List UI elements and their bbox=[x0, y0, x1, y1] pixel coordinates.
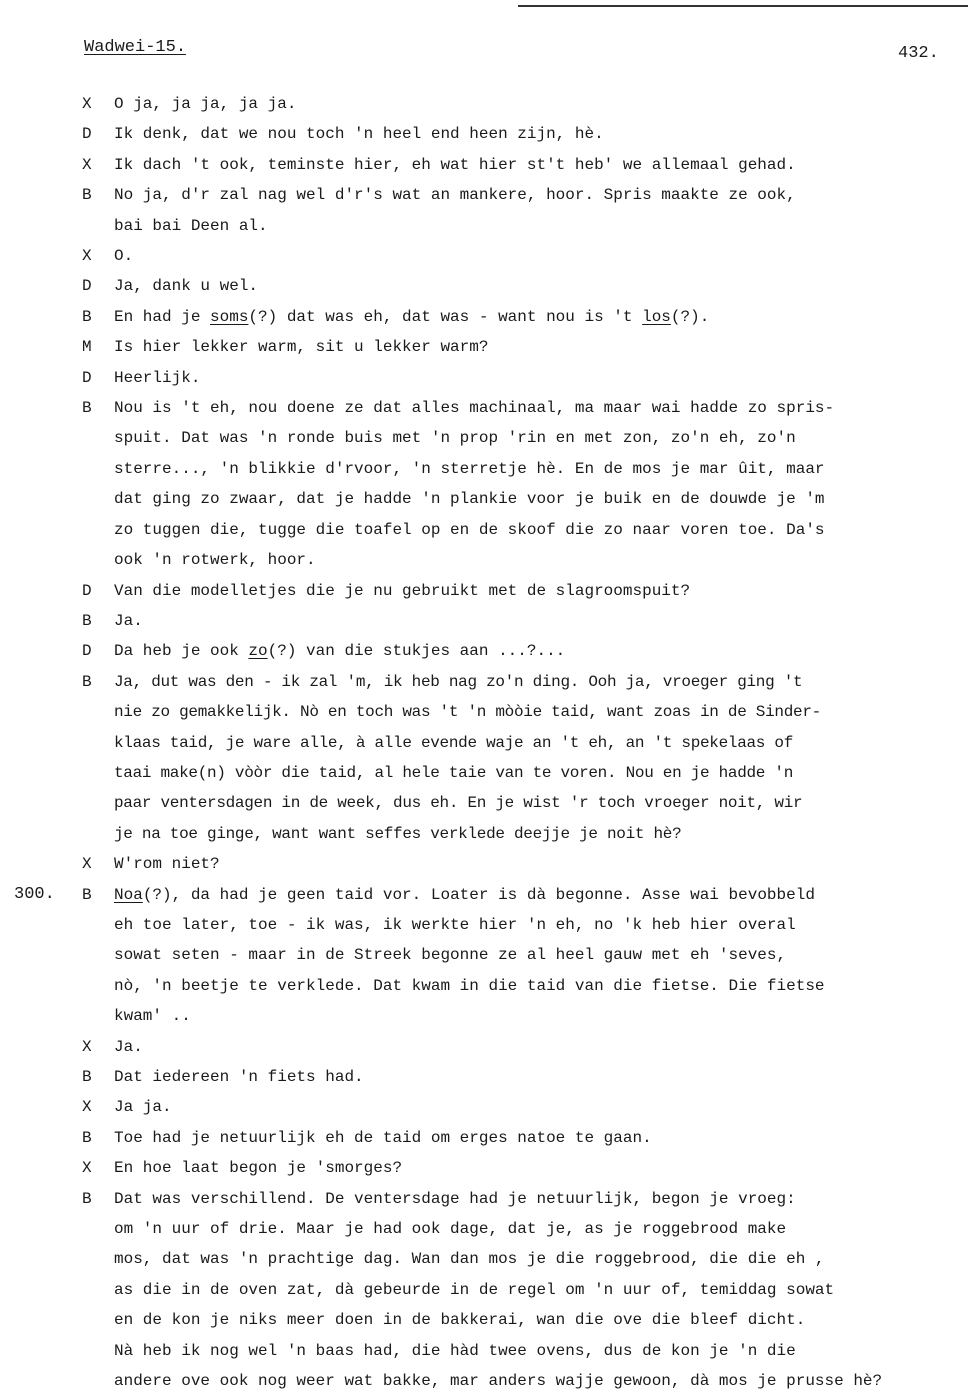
utterance: Ja. bbox=[114, 611, 143, 630]
transcript-turn bbox=[0, 1032, 973, 1062]
underlined-word: Noa bbox=[114, 885, 143, 904]
speaker-label: B bbox=[82, 611, 92, 630]
utterance: Ja. bbox=[114, 1037, 143, 1056]
transcript-turn bbox=[0, 241, 973, 271]
speaker-label: X bbox=[82, 855, 92, 874]
transcript-turn bbox=[0, 393, 973, 575]
line-number: 300. bbox=[14, 884, 55, 904]
utterance: Ja, dut was den - ik zal 'm, ik heb nag zo'n ding. Ooh ja, vroeger ging 't nie zo gemakkelijk. Nò en toch was 't 'n mòòie taid, want zoas in de Sinder- klaas taid, je ware alle, à alle evende waje an 't eh, an 't spekelaas of taai make(n) vòòr die taid, al hele taie van te voren. Nou en je hadde 'n paar ventersdagen in de week, dus eh. En je wist 'r toch vroeger noit, wir je na toe ginge, want want seffes verklede deejje je noit hè? bbox=[114, 672, 821, 843]
utterance-text: (?). bbox=[670, 307, 710, 326]
speaker-label: X bbox=[82, 155, 92, 174]
utterance: Heerlijk. bbox=[114, 368, 201, 387]
transcript bbox=[0, 89, 973, 1396]
transcript-turn bbox=[0, 880, 973, 1032]
speaker-label: B bbox=[82, 885, 92, 904]
utterance: Is hier lekker warm, sit u lekker warm? bbox=[114, 338, 489, 357]
utterance: Ja ja. bbox=[114, 1098, 172, 1117]
transcript-turn bbox=[0, 89, 973, 119]
speaker-label: X bbox=[82, 1098, 92, 1117]
speaker-label: M bbox=[82, 338, 92, 357]
speaker-label: B bbox=[82, 1068, 92, 1086]
utterance: En hoe laat begon je 'smorges? bbox=[114, 1159, 403, 1178]
utterance: Nou is 't eh, nou doene ze dat alles machinaal, ma maar wai hadde zo spris- spuit. Dat was 'n ronde buis met 'n prop 'rin en met zon, zo'n eh, zo'n sterre..., 'n blikkie d'rvoor, 'n sterretje hè. En de mos je mar ûit, maar dat ging zo zwaar, dat je hadde 'n plankie voor je buik en de douwde je 'm zo tuggen die, tugge die toafel op en de skoof die zo naar voren toe. Da's ook 'n rotwerk, hoor. bbox=[114, 399, 835, 570]
speaker-label: B bbox=[82, 1189, 92, 1208]
top-rule bbox=[518, 5, 968, 7]
transcript-turn bbox=[0, 150, 973, 180]
document-title: Wadwei-15. bbox=[84, 38, 187, 57]
transcript-turn bbox=[0, 1184, 973, 1396]
utterance: Dat was verschillend. De ventersdage had je netuurlijk, begon je vroeg: om 'n uur of drie. Maar je had ook dage, dat je, as je roggebrood make mos, dat was 'n prachtige dag. Wan dan mos je die roggebrood, die die eh , as die in de oven zat, dà gebeurde in de regel om 'n uur of, temiddag sowat en de kon je niks meer doen in de bakkerai, wan die ove die bleef dicht. Nà heb ik nog wel 'n baas had, die hàd twee ovens, dus de kon je 'n die andere ove ook nog weer wat bakke, mar anders wajje gewoon, dà mos je prusse hè? bbox=[114, 1189, 883, 1391]
utterance-text: En had je bbox=[114, 307, 211, 326]
speaker-label: X bbox=[82, 1037, 92, 1056]
utterance bbox=[114, 880, 929, 1032]
page-number: 432. bbox=[898, 44, 939, 63]
utterance-text: Da heb je ook bbox=[114, 642, 249, 661]
transcript-turn bbox=[0, 1153, 973, 1183]
transcript-turn bbox=[0, 271, 973, 301]
utterance: W'rom niet? bbox=[114, 855, 220, 874]
transcript-turn bbox=[0, 1123, 973, 1153]
transcript-turn bbox=[0, 332, 973, 362]
speaker-label: B bbox=[82, 186, 92, 205]
transcript-turn bbox=[0, 302, 973, 332]
speaker-label: B bbox=[82, 399, 92, 418]
utterance: Ik denk, dat we nou toch 'n heel end heen zijn, hè. bbox=[114, 125, 604, 144]
transcript-turn bbox=[0, 849, 973, 879]
speaker-label: B bbox=[82, 307, 92, 326]
utterance: Ja, dank u wel. bbox=[114, 277, 259, 296]
transcript-turn bbox=[0, 180, 973, 241]
utterance bbox=[114, 636, 929, 666]
transcript-turn bbox=[0, 1092, 973, 1122]
transcript-turn bbox=[0, 119, 973, 149]
transcript-turn bbox=[0, 667, 973, 849]
speaker-label: D bbox=[82, 125, 92, 144]
utterance-text: (?) van die stukjes aan ...?... bbox=[267, 642, 566, 661]
speaker-label: D bbox=[82, 277, 92, 296]
utterance: No ja, d'r zal nag wel d'r's wat an mankere, hoor. Spris maakte ze ook, bai bai Deen al. bbox=[114, 186, 796, 235]
utterance: O. bbox=[114, 247, 134, 266]
utterance: Ik dach 't ook, teminste hier, eh wat hier st't heb' we allemaal gehad. bbox=[114, 155, 796, 174]
speaker-label: B bbox=[82, 672, 92, 691]
utterance: Van die modelletjes die je nu gebruikt met de slagroomspuit? bbox=[114, 581, 691, 600]
utterance-text: (?) dat was eh, dat was - want nou is 't bbox=[248, 307, 643, 326]
utterance: O ja, ja ja, ja ja. bbox=[114, 95, 297, 113]
transcript-turn bbox=[0, 1062, 973, 1092]
utterance bbox=[114, 302, 929, 332]
underlined-word: soms bbox=[210, 307, 249, 326]
underlined-word: zo bbox=[248, 642, 268, 661]
speaker-label: D bbox=[82, 642, 92, 661]
speaker-label: X bbox=[82, 95, 92, 113]
transcript-turn bbox=[0, 363, 973, 393]
utterance: Toe had je netuurlijk eh de taid om erges natoe te gaan. bbox=[114, 1128, 652, 1147]
speaker-label: B bbox=[82, 1128, 92, 1147]
utterance-text: (?), da had je geen taid vor. Loater is dà begonne. Asse wai bevobbeld eh toe later, toe - ik was, ik werkte hier 'n eh, no 'k heb hier overal sowat seten - maar in de Streek begonne ze al heel gauw met eh 'seves, nò, 'n beetje te verklede. Dat kwam in die taid van die fietse. Die fietse kwam' .. bbox=[114, 885, 825, 1026]
underlined-word: los bbox=[642, 307, 671, 326]
speaker-label: D bbox=[82, 581, 92, 600]
transcript-turn bbox=[0, 606, 973, 636]
transcript-turn bbox=[0, 636, 973, 666]
speaker-label: D bbox=[82, 368, 92, 387]
speaker-label: X bbox=[82, 247, 92, 266]
utterance: Dat iedereen 'n fiets had. bbox=[114, 1068, 364, 1086]
transcript-turn bbox=[0, 576, 973, 606]
speaker-label: X bbox=[82, 1159, 92, 1178]
